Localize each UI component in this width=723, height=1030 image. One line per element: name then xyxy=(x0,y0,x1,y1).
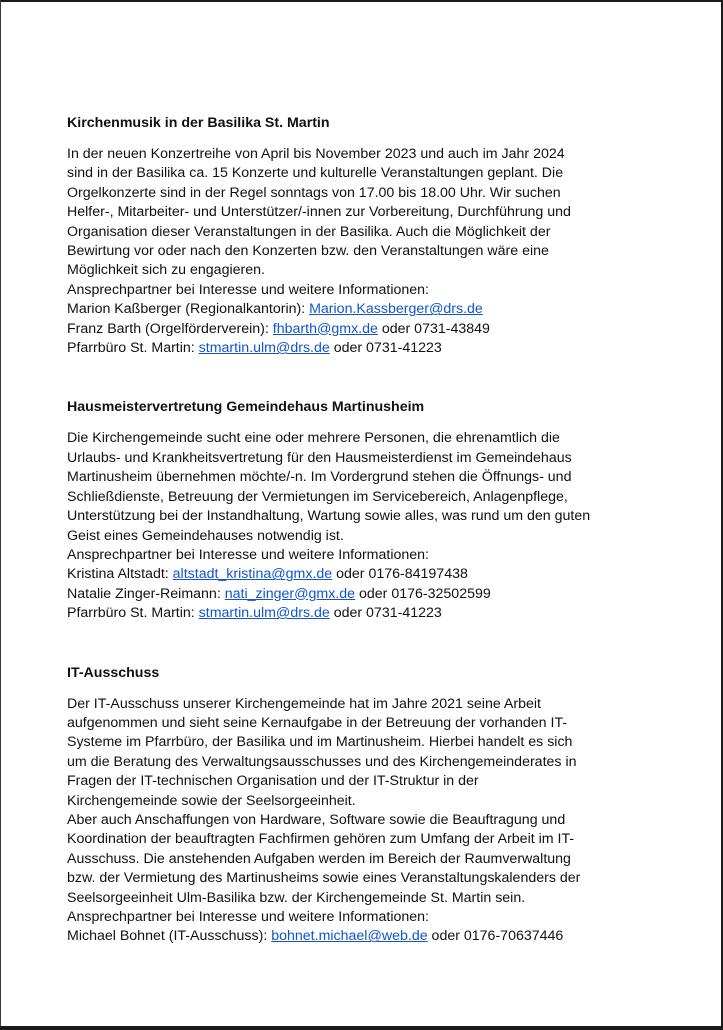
section-body xyxy=(67,695,697,947)
body-line: Kirchengemeinde sowie der Seelsorgeeinheit. xyxy=(67,792,356,809)
document-page xyxy=(67,114,697,947)
contact-phone: oder 0731-41223 xyxy=(329,340,442,357)
body-line: Urlaubs- und Krankheitsvertretung für den Hausmeisterdienst im Gemeindehaus xyxy=(67,449,572,466)
section-body xyxy=(67,429,697,623)
body-line: In der neuen Konzertreihe von April bis November 2023 und auch im Jahr 2024 xyxy=(67,146,565,162)
body-line: Ausschuss. Die anstehenden Aufgaben werden im Bereich der Raumverwaltung xyxy=(67,850,571,867)
body-line: Die Kirchengemeinde sucht eine oder mehrere Personen, die ehrenamtlich die xyxy=(67,430,560,447)
page-border-top xyxy=(0,0,723,2)
contact-line xyxy=(67,339,697,358)
contact-line xyxy=(67,565,697,584)
body-line: Koordination der beauftragten Fachfirmen gehören zum Umfang der Arbeit im IT- xyxy=(67,831,575,848)
contact-name: Pfarrbüro St. Martin: xyxy=(67,605,199,622)
email-link[interactable]: altstadt_kristina@gmx.de xyxy=(172,566,333,583)
contact-name: Michael Bohnet (IT-Ausschuss): xyxy=(67,928,272,945)
contact-phone: oder 0176-32502599 xyxy=(355,585,491,602)
body-line: Geist eines Gemeindehauses notwendig ist. xyxy=(67,527,344,544)
page-border-bottom xyxy=(0,1026,723,1030)
contact-phone: oder 0176-70637446 xyxy=(427,928,564,945)
body-line: Systeme im Pfarrbüro, der Basilika und im Martinusheim. Hierbei handelt es sich xyxy=(67,734,573,751)
body-line: Fragen der IT-technischen Organisation und der IT-Struktur in der xyxy=(67,773,479,790)
contact-line xyxy=(67,604,697,623)
contact-name: Franz Barth (Orgelförderverein): xyxy=(67,320,273,337)
body-line: um die Beratung des Verwaltungsausschusses und des Kirchengemeinderates in xyxy=(67,753,577,770)
body-line: Aber auch Anschaffungen von Hardware, Software sowie die Beauftragung und xyxy=(67,811,566,828)
contact-phone: oder 0731-41223 xyxy=(329,605,442,622)
body-line: Orgelkonzerte sind in der Regel sonntags von 17.00 bis 18.00 Uhr. Wir suchen xyxy=(67,184,561,201)
body-line: Martinusheim übernehmen möchte/-n. Im Vordergrund stehen die Öffnungs- und xyxy=(67,469,572,486)
contact-name: Pfarrbüro St. Martin: xyxy=(67,340,199,357)
contact-name: Kristina Altstadt: xyxy=(67,566,173,583)
email-link[interactable]: nati_zinger@gmx.de xyxy=(224,585,356,602)
section-kirchenmusik xyxy=(67,114,697,358)
email-link[interactable]: fhbarth@gmx.de xyxy=(272,320,378,337)
page-border-left xyxy=(0,0,1,1030)
section-hausmeistervertretung xyxy=(67,398,697,623)
contact-name: Natalie Zinger-Reimann: xyxy=(67,585,225,602)
body-line: Unterstützung bei der Instandhaltung, Wartung sowie alles, was rund um den guten xyxy=(67,508,591,525)
contact-heading: Ansprechpartner bei Interesse und weitere Informationen: xyxy=(67,546,429,563)
section-title: Kirchenmusik in der Basilika St. Martin xyxy=(67,115,330,131)
body-line: sind in der Basilika ca. 15 Konzerte und kulturelle Veranstaltungen geplant. Die xyxy=(67,165,564,182)
contact-line xyxy=(67,300,697,319)
contact-line xyxy=(67,320,697,339)
body-line: aufgenommen und sieht seine Kernaufgabe in der Betreuung der vorhanden IT- xyxy=(67,714,568,731)
contact-line xyxy=(67,927,697,946)
email-link[interactable]: Marion.Kassberger@drs.de xyxy=(309,301,483,318)
email-link[interactable]: stmartin.ulm@drs.de xyxy=(198,340,330,357)
section-it-ausschuss xyxy=(67,664,697,947)
contact-phone: oder 0731-43849 xyxy=(377,320,490,337)
body-line: Seelsorgeeinheit Ulm-Basilika bzw. der Kirchengemeinde St. Martin sein. xyxy=(67,889,526,906)
section-body xyxy=(67,145,697,358)
contact-line xyxy=(67,585,697,604)
body-line: Der IT-Ausschuss unserer Kirchengemeinde hat im Jahre 2021 seine Arbeit xyxy=(67,695,541,712)
body-line: Helfer-, Mitarbeiter- und Unterstützer/-innen zur Vorbereitung, Durchführung und xyxy=(67,204,571,221)
contact-heading: Ansprechpartner bei Interesse und weitere Informationen: xyxy=(67,909,429,925)
contact-name: Marion Kaßberger (Regionalkantorin): xyxy=(67,301,310,318)
email-link[interactable]: stmartin.ulm@drs.de xyxy=(198,605,330,622)
section-title: Hausmeistervertretung Gemeindehaus Martinusheim xyxy=(67,399,425,416)
body-line: Bewirtung vor oder nach den Konzerten bzw. den Veranstaltungen wäre eine xyxy=(67,243,549,260)
body-line: Schließdienste, Betreuung der Vermietungen im Servicebereich, Anlagenpflege, xyxy=(67,488,568,505)
contact-phone: oder 0176-84197438 xyxy=(332,566,468,583)
body-line: Möglichkeit sich zu engagieren. xyxy=(67,262,265,279)
contact-heading: Ansprechpartner bei Interesse und weitere Informationen: xyxy=(67,281,429,298)
body-line: Organisation dieser Veranstaltungen in der Basilika. Auch die Möglichkeit der xyxy=(67,223,551,240)
body-line: bzw. der Vermietung des Martinusheims sowie eines Veranstaltungskalenders der xyxy=(67,870,581,887)
section-title: IT-Ausschuss xyxy=(67,664,160,681)
email-link[interactable]: bohnet.michael@web.de xyxy=(271,928,428,945)
